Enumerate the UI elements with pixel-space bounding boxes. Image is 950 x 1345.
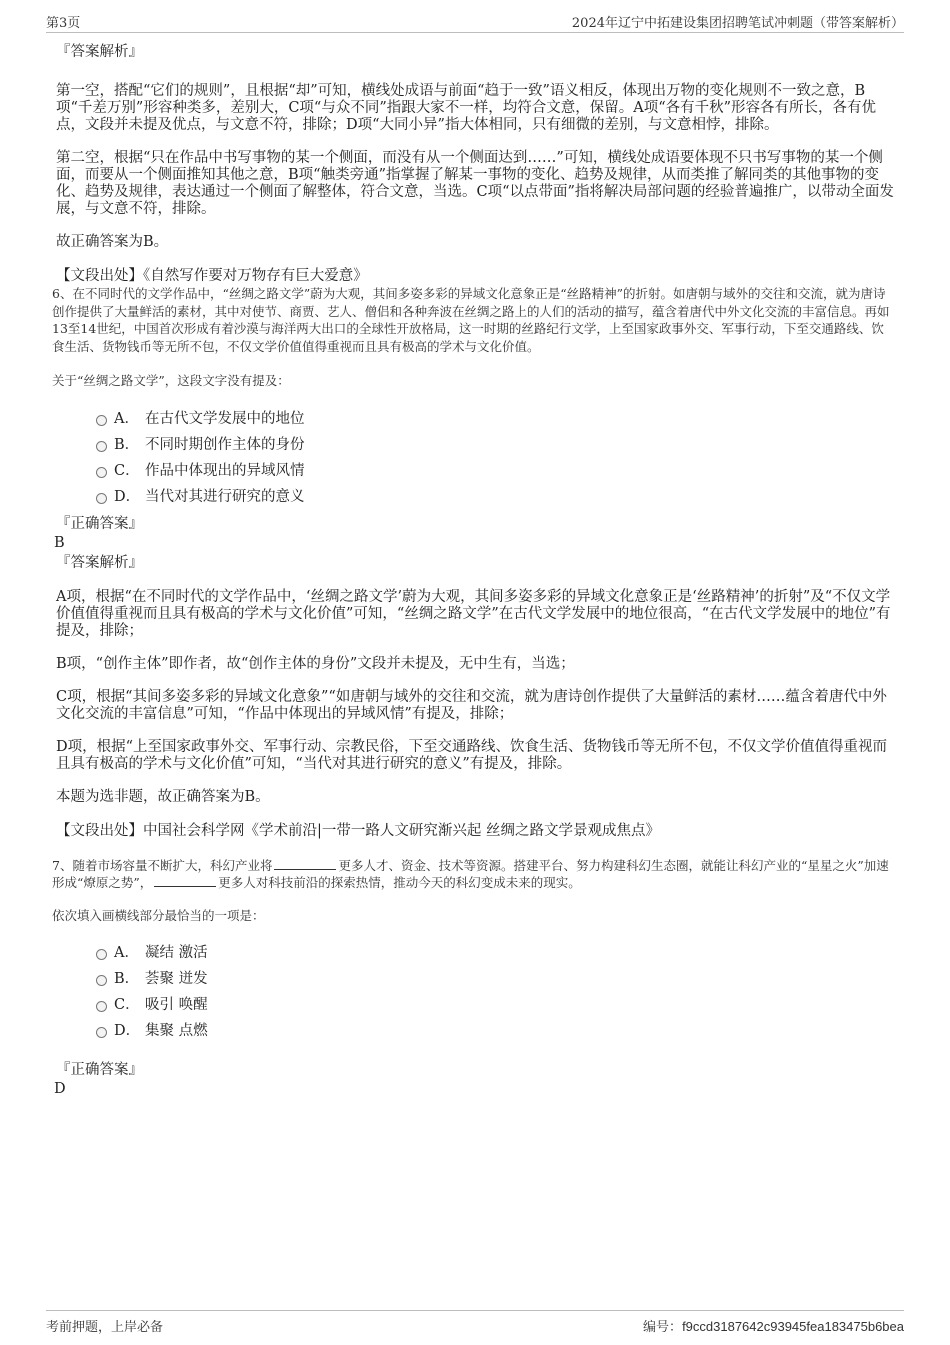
option-text: 集聚 点燃 <box>145 1023 208 1039</box>
answer-conclusion: 本题为选非题，故正确答案为B。 <box>56 788 270 805</box>
option-d[interactable]: D． 集聚 点燃 <box>56 1018 894 1044</box>
document-code: 编号：f9ccd3187642c93945fea183475b6bea <box>643 1319 904 1335</box>
option-b[interactable]: B． 荟聚 迸发 <box>56 966 894 992</box>
analysis-paragraph: D项，根据“上至国家政事外交、军事行动、宗教民俗，下至交通路线、饮食生活、货物钱币等无所不包，不仅文学价值值得重视而且具有极高的学术与文化价值”可知，“当代对其进行研究的意义”有提及，排除。 <box>56 738 888 772</box>
option-a[interactable]: A． 在古代文学发展中的地位 <box>56 406 894 432</box>
option-text: 作品中体现出的异域风情 <box>145 462 305 479</box>
analysis-paragraph: C项，根据“其间多姿多彩的异域文化意象”“如唐朝与域外的交往和交流，就为唐诗创作提供了大量鲜活的素材……蕴含着唐代中外文化交流的丰富信息”可知，“作品中体现出的异域风情”有提及，排除； <box>56 688 887 722</box>
answer-conclusion: 故正确答案为B。 <box>56 234 169 250</box>
option-d[interactable]: D． 当代对其进行研究的意义 <box>56 484 894 510</box>
correct-answer: B <box>54 534 65 551</box>
radio-icon[interactable] <box>96 949 107 960</box>
fill-blank <box>154 874 216 887</box>
option-a[interactable]: A． 凝结 激活 <box>56 940 894 966</box>
question-prompt: 依次填入画横线部分最恰当的一项是： <box>52 907 265 923</box>
question-6 <box>52 285 894 840</box>
radio-icon[interactable] <box>96 1001 107 1012</box>
radio-icon[interactable] <box>96 493 107 504</box>
option-text: 当代对其进行研究的意义 <box>145 488 305 505</box>
page-footer <box>46 1310 904 1333</box>
analysis-label: 『答案解析』 <box>56 44 143 60</box>
footer-note: 考前押题，上岸必备 <box>46 1320 164 1335</box>
radio-icon[interactable] <box>96 467 107 478</box>
option-text: 吸引 唤醒 <box>145 997 208 1013</box>
radio-icon[interactable] <box>96 415 107 426</box>
radio-icon[interactable] <box>96 441 107 452</box>
analysis-label: 『答案解析』 <box>56 554 143 571</box>
question-stem: 7、随着市场容量不断扩大，科幻产业将 更多人才、资金、技术等资源。搭建平台、努力构建科幻生态圈，就能让科幻产业的“星星之火”加速形成“燎原之势”， 更多人对科技前沿的探索热情，推动今天的科幻变成未来的现实。 <box>52 857 889 890</box>
option-text: 不同时期创作主体的身份 <box>145 436 305 453</box>
passage-source: 【文段出处】中国社会科学网《学术前沿|一带一路人文研究渐兴起 丝绸之路文学景观成焦点》 <box>56 822 660 839</box>
correct-answer-label: 『正确答案』 <box>56 1062 143 1078</box>
correct-answer: D <box>54 1081 66 1097</box>
option-b[interactable]: B． 不同时期创作主体的身份 <box>56 432 894 458</box>
analysis-paragraph: A项，根据“在不同时代的文学作品中，‘丝绸之路文学’蔚为大观，其间多姿多彩的异域文化意象正是‘丝路精神’的折射”及“不仅文学价值值得重视而且具有极高的学术与文化价值”可知，“丝绸之路文学”在古代文学发展中的地位很高，“在古代文学发展中的地位”有提及，排除； <box>56 588 891 639</box>
passage-source: 【文段出处】《自然写作要对万物存有巨大爱意》 <box>56 268 368 284</box>
analysis-paragraph: 第二空，根据“只在作品中书写事物的某一个侧面，而没有从一个侧面达到……”可知，横线处成语要体现不只书写事物的某一个侧面，而要从一个侧面推知其他之意，B项“触类旁通”指掌握了解某一事物的变化、趋势及规律，从而类推了解同类的其他事物的变化、趋势及规律，表达通过一个侧面了解整体，符合文意，当选。C项“以点带面”指将解决局部问题的经验普遍推广，以带动全面发展，与文意不符，排除。 <box>56 150 894 217</box>
document-title: 2024年辽宁中拓建设集团招聘笔试冲刺题（带答案解析） <box>571 16 904 31</box>
option-c[interactable]: C． 作品中体现出的异域风情 <box>56 458 894 484</box>
option-text: 在古代文学发展中的地位 <box>145 410 305 427</box>
question-7 <box>52 857 894 1099</box>
options-list <box>56 406 894 510</box>
page-content <box>52 44 894 1098</box>
page-number: 第3页 <box>46 16 81 31</box>
analysis-paragraph: B项，“创作主体”即作者，故“创作主体的身份”文段并未提及，无中生有，当选； <box>56 655 575 672</box>
option-text: 荟聚 迸发 <box>145 971 208 987</box>
option-c[interactable]: C． 吸引 唤醒 <box>56 992 894 1018</box>
question-prompt: 关于“丝绸之路文学”，这段文字没有提及： <box>52 373 290 388</box>
fill-blank <box>274 857 336 870</box>
question-stem: 6、在不同时代的文学作品中，“丝绸之路文学”蔚为大观，其间多姿多彩的异域文化意象正是“丝路精神”的折射。如唐朝与域外的交往和交流，就为唐诗创作提供了大量鲜活的素材，其中对使节、商贾、艺人、僧侣和各种奔波在丝绸之路上的人们的活动的描写，蕴含着唐代中外文化交流的丰富信息。再如13至14世纪，中国首次形成有着沙漠与海洋两大出口的全球性开放格局，这一时期的丝路纪行文学，上至国家政事外交、军事行动，下至交通路线、饮食生活、货物钱币等无所不包，不仅文学价值值得重视而且具有极高的学术与文化价值。 <box>52 286 890 354</box>
radio-icon[interactable] <box>96 975 107 986</box>
correct-answer-label: 『正确答案』 <box>56 515 143 532</box>
analysis-paragraph: 第一空，搭配“它们的规则”，且根据“却”可知，横线处成语与前面“趋于一致”语义相反，体现出万物的变化规则不一致之意，B项“千差万别”形容种类多，差别大，C项“与众不同”指跟大家不一样，均符合文意，保留。A项“各有千秋”形容各有所长，各有优点，文段并未提及优点，与文意不符，排除；D项“大同小异”指大体相同，只有细微的差别，与文意相悖，排除。 <box>56 83 877 133</box>
option-text: 凝结 激活 <box>145 945 208 961</box>
options-list <box>56 940 894 1044</box>
page-header <box>46 12 904 33</box>
radio-icon[interactable] <box>96 1027 107 1038</box>
